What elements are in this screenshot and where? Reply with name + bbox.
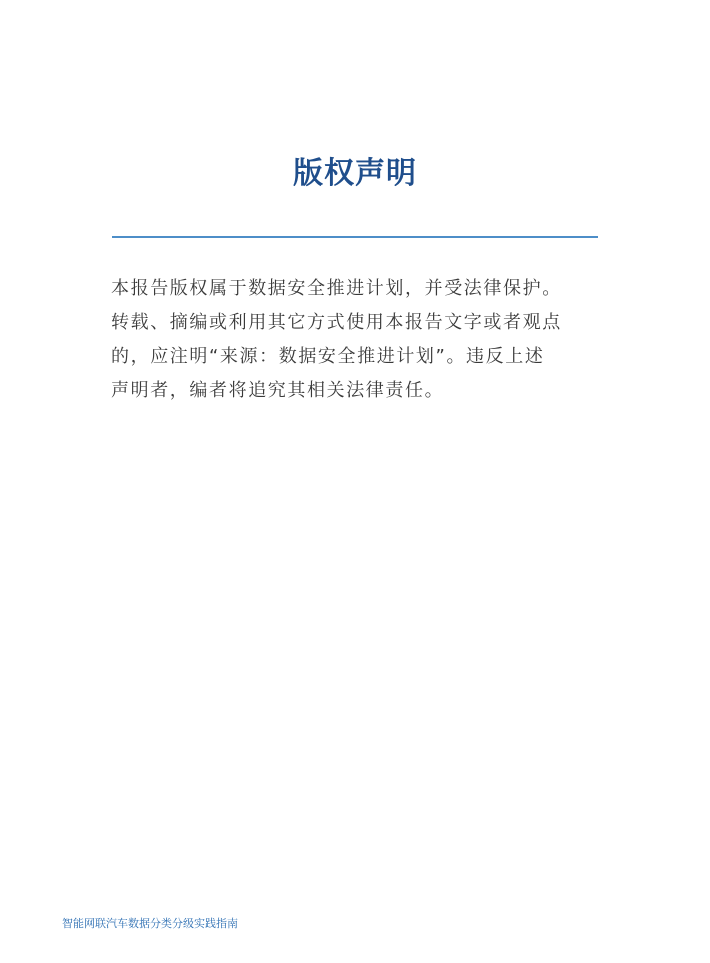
- title-divider: [112, 236, 598, 238]
- statement-line-1: 本报告版权属于数据安全推进计划，并受法律保护。: [111, 278, 562, 299]
- copyright-statement: [111, 272, 603, 408]
- statement-line-2: 转载、摘编或利用其它方式使用本报告文字或者观点: [111, 312, 562, 333]
- statement-line-4: 声明者，编者将追究其相关法律责任。: [111, 380, 445, 401]
- statement-line-3: 的，应注明“来源：数据安全推进计划”。违反上述: [111, 346, 545, 367]
- page-title: 版权声明: [293, 156, 417, 191]
- footer-document-title: 智能网联汽车数据分类分级实践指南: [62, 917, 238, 930]
